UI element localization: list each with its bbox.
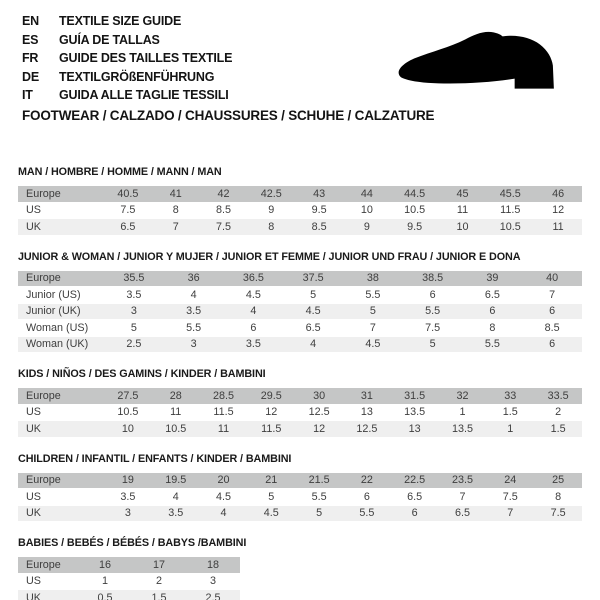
row-label: US: [18, 489, 104, 506]
size-value: 6: [343, 489, 391, 506]
size-value: 11: [152, 404, 200, 421]
table-row: [18, 303, 582, 320]
table-title: KIDS / NIÑOS / DES GAMINS / KINDER / BAMBINI: [18, 368, 266, 380]
size-value: 3: [164, 336, 224, 352]
size-value: 13.5: [439, 421, 487, 437]
size-value: 37.5: [283, 270, 343, 287]
size-value: 5: [403, 336, 463, 352]
size-table-section: [18, 251, 582, 353]
size-value: 45.5: [486, 186, 534, 203]
language-label: GUIDA ALLE TAGLIE TESSILI: [59, 88, 229, 102]
table-row: [18, 489, 582, 506]
size-value: 7: [439, 489, 487, 506]
table-row: [18, 219, 582, 235]
size-value: 12: [534, 202, 582, 219]
size-value: 4: [152, 489, 200, 506]
size-value: 10.5: [486, 219, 534, 235]
size-value: 5: [104, 320, 164, 337]
size-value: 24: [486, 472, 534, 489]
row-label: Junior (UK): [18, 303, 104, 320]
language-row: [22, 68, 232, 87]
table-row: [18, 505, 582, 521]
size-value: 36: [164, 270, 224, 287]
size-value: 1.5: [486, 404, 534, 421]
size-value: 42.5: [247, 186, 295, 203]
size-value: 5: [247, 489, 295, 506]
table-title: CHILDREN / INFANTIL / ENFANTS / KINDER / BAMBINI: [18, 452, 292, 465]
size-value: 21: [247, 472, 295, 489]
table-row: [18, 404, 582, 421]
size-value: 11: [534, 219, 582, 235]
size-value: 4: [224, 303, 284, 320]
size-value: 7.5: [403, 320, 463, 337]
size-value: 8: [463, 320, 523, 337]
size-value: 12.5: [343, 421, 391, 437]
table-title: MAN / HOMBRE / HOMME / MANN / MAN: [18, 166, 222, 178]
size-value: 5.5: [343, 505, 391, 521]
row-label: US: [18, 404, 104, 421]
size-value: 18: [186, 557, 240, 574]
size-value: 4: [164, 287, 224, 304]
size-value: 7: [486, 505, 534, 521]
size-table: [18, 556, 240, 600]
size-value: 10: [104, 421, 152, 437]
size-value: 10: [343, 202, 391, 219]
language-row: [22, 49, 232, 68]
size-value: 5: [343, 303, 403, 320]
size-value: 9.5: [295, 202, 343, 219]
language-row: [22, 86, 232, 105]
size-value: 38: [343, 270, 403, 287]
size-value: 20: [200, 472, 248, 489]
size-value: 13: [343, 404, 391, 421]
size-value: 6.5: [104, 219, 152, 235]
size-value: 8.5: [200, 202, 248, 219]
size-value: 5.5: [343, 287, 403, 304]
size-value: 1: [78, 573, 132, 590]
size-table: [18, 270, 582, 353]
size-value: 7: [522, 287, 582, 304]
table-row: [18, 557, 240, 574]
size-table-section: [18, 368, 582, 437]
size-value: 11.5: [200, 404, 248, 421]
size-table: [18, 472, 582, 522]
table-row: [18, 472, 582, 489]
table-row: [18, 320, 582, 337]
size-value: 3: [186, 573, 240, 590]
size-value: 45: [439, 186, 487, 203]
size-value: 4.5: [343, 336, 403, 352]
size-value: 31: [343, 388, 391, 405]
row-label: US: [18, 202, 104, 219]
row-label: UK: [18, 421, 104, 437]
size-value: 40: [522, 270, 582, 287]
size-value: 3.5: [104, 287, 164, 304]
size-value: 28.5: [200, 388, 248, 405]
table-row: [18, 202, 582, 219]
size-value: 29.5: [247, 388, 295, 405]
size-value: 3.5: [164, 303, 224, 320]
size-value: 1.5: [534, 421, 582, 437]
table-row: [18, 186, 582, 203]
row-label: Woman (US): [18, 320, 104, 337]
language-code: IT: [22, 88, 33, 102]
size-value: 16: [78, 557, 132, 574]
size-value: 11.5: [247, 421, 295, 437]
row-label: Europe: [18, 388, 104, 405]
size-value: 1: [486, 421, 534, 437]
language-code: ES: [22, 32, 39, 47]
size-value: 19: [104, 472, 152, 489]
table-row: [18, 287, 582, 304]
size-value: 4: [200, 505, 248, 521]
size-value: 5.5: [295, 489, 343, 506]
table-row: [18, 388, 582, 405]
table-row: [18, 590, 240, 600]
size-value: 7.5: [534, 505, 582, 521]
size-table-section: [18, 453, 582, 522]
size-value: 11.5: [486, 202, 534, 219]
size-value: 13: [391, 421, 439, 437]
size-value: 9: [343, 219, 391, 235]
dress-shoe-icon: [396, 27, 577, 94]
size-value: 10.5: [152, 421, 200, 437]
size-value: 10.5: [391, 202, 439, 219]
size-value: 6.5: [463, 287, 523, 304]
table-row: [18, 336, 582, 352]
size-value: 23.5: [439, 472, 487, 489]
size-value: 6.5: [283, 320, 343, 337]
size-value: 6.5: [439, 505, 487, 521]
size-table-section: [18, 166, 582, 235]
size-value: 12: [247, 404, 295, 421]
size-value: 5.5: [403, 303, 463, 320]
size-value: 7.5: [200, 219, 248, 235]
size-value: 46: [534, 186, 582, 203]
size-value: 5.5: [164, 320, 224, 337]
size-value: 5: [283, 287, 343, 304]
language-code: DE: [22, 69, 39, 84]
size-value: 30: [295, 388, 343, 405]
size-value: 7.5: [486, 489, 534, 506]
language-list: [22, 12, 232, 105]
row-label: Europe: [18, 557, 78, 574]
language-code: EN: [22, 14, 39, 28]
size-value: 4.5: [283, 303, 343, 320]
row-label: US: [18, 573, 78, 590]
row-label: Europe: [18, 472, 104, 489]
size-value: 6: [522, 336, 582, 352]
size-value: 12.5: [295, 404, 343, 421]
size-value: 27.5: [104, 388, 152, 405]
row-label: Junior (US): [18, 287, 104, 304]
size-value: 42: [200, 186, 248, 203]
row-label: UK: [18, 590, 78, 600]
category-title: FOOTWEAR / CALZADO / CHAUSSURES / SCHUHE / CALZATURE: [22, 108, 435, 123]
size-value: 11: [200, 421, 248, 437]
size-table: [18, 185, 582, 235]
size-value: 7: [343, 320, 403, 337]
size-value: 11: [439, 202, 487, 219]
size-value: 3.5: [152, 505, 200, 521]
size-value: 2: [534, 404, 582, 421]
size-table: [18, 387, 582, 437]
size-value: 4.5: [247, 505, 295, 521]
size-value: 25: [534, 472, 582, 489]
size-value: 6: [224, 320, 284, 337]
size-value: 5.5: [463, 336, 523, 352]
size-value: 44.5: [391, 186, 439, 203]
language-label: GUIDE DES TAILLES TEXTILE: [59, 51, 233, 65]
size-value: 6: [463, 303, 523, 320]
size-value: 35.5: [104, 270, 164, 287]
size-value: 3: [104, 505, 152, 521]
size-value: 22.5: [391, 472, 439, 489]
size-value: 6: [522, 303, 582, 320]
size-value: 28: [152, 388, 200, 405]
size-value: 7.5: [104, 202, 152, 219]
row-label: UK: [18, 505, 104, 521]
table-row: [18, 270, 582, 287]
language-row: [22, 12, 232, 31]
size-value: 7: [152, 219, 200, 235]
row-label: Woman (UK): [18, 336, 104, 352]
size-value: 17: [132, 557, 186, 574]
size-value: 8.5: [295, 219, 343, 235]
table-row: [18, 573, 240, 590]
size-value: 4.5: [200, 489, 248, 506]
size-value: 21.5: [295, 472, 343, 489]
size-value: 40.5: [104, 186, 152, 203]
language-code: FR: [22, 51, 39, 65]
size-value: 2.5: [186, 590, 240, 600]
size-value: 38.5: [403, 270, 463, 287]
row-label: Europe: [18, 270, 104, 287]
size-value: 12: [295, 421, 343, 437]
size-value: 4: [283, 336, 343, 352]
size-table-section: [18, 537, 582, 600]
language-label: TEXTILE SIZE GUIDE: [59, 14, 182, 28]
language-label: TEXTILGRÖßENFÜHRUNG: [59, 69, 215, 84]
size-value: 33.5: [534, 388, 582, 405]
size-value: 2.5: [104, 336, 164, 352]
size-value: 39: [463, 270, 523, 287]
size-value: 41: [152, 186, 200, 203]
size-value: 8.5: [522, 320, 582, 337]
size-value: 6: [403, 287, 463, 304]
size-value: 8: [152, 202, 200, 219]
size-value: 10: [439, 219, 487, 235]
language-row: [22, 31, 232, 50]
size-value: 4.5: [224, 287, 284, 304]
size-value: 6: [391, 505, 439, 521]
table-title: JUNIOR & WOMAN / JUNIOR Y MUJER / JUNIOR ET FEMME / JUNIOR UND FRAU / JUNIOR E DONA: [18, 250, 521, 263]
table-title: BABIES / BEBÉS / BÉBÉS / BABYS /BAMBINI: [18, 537, 247, 549]
size-value: 31.5: [391, 388, 439, 405]
size-value: 44: [343, 186, 391, 203]
size-value: 32: [439, 388, 487, 405]
size-value: 8: [534, 489, 582, 506]
size-value: 3.5: [224, 336, 284, 352]
size-value: 6.5: [391, 489, 439, 506]
row-label: Europe: [18, 186, 104, 203]
table-row: [18, 421, 582, 437]
size-value: 3: [104, 303, 164, 320]
size-value: 22: [343, 472, 391, 489]
size-value: 0.5: [78, 590, 132, 600]
size-value: 1: [439, 404, 487, 421]
size-value: 2: [132, 573, 186, 590]
size-value: 1.5: [132, 590, 186, 600]
size-value: 8: [247, 219, 295, 235]
size-tables: [18, 166, 582, 600]
size-value: 43: [295, 186, 343, 203]
size-value: 9.5: [391, 219, 439, 235]
size-value: 10.5: [104, 404, 152, 421]
size-value: 13.5: [391, 404, 439, 421]
size-value: 33: [486, 388, 534, 405]
row-label: UK: [18, 219, 104, 235]
language-label: GUÍA DE TALLAS: [59, 32, 160, 47]
size-value: 19.5: [152, 472, 200, 489]
size-value: 5: [295, 505, 343, 521]
size-value: 9: [247, 202, 295, 219]
size-value: 36.5: [224, 270, 284, 287]
size-value: 3.5: [104, 489, 152, 506]
